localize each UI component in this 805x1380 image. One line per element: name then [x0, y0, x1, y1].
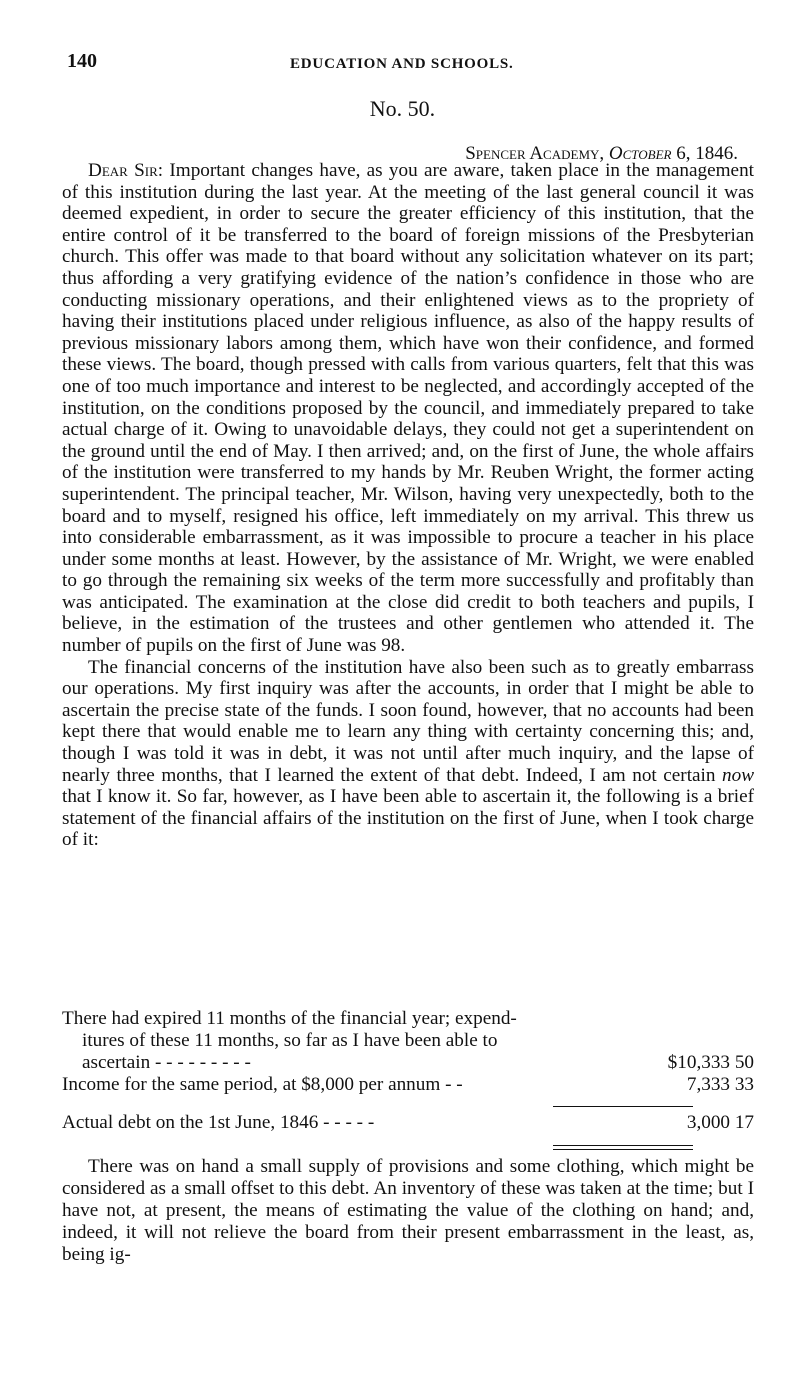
debt-label: Actual debt on the 1st June, 1846 - - - - -	[62, 1112, 375, 1133]
letter-body-continued	[62, 1156, 754, 1266]
paragraph-2	[62, 657, 754, 851]
expenditures-amount: $10,333 50	[667, 1052, 754, 1073]
total-double-rule-top	[553, 1145, 693, 1146]
paragraph-1	[62, 160, 754, 657]
expenditures-row	[62, 1052, 754, 1074]
debt-amount: 3,000 17	[686, 1112, 754, 1133]
paragraph-1-text: : Important changes have, as you are aware, taken place in the management of this institution during the last year. At the meeting of the last general council it was deemed expedient, in order to secure the greater efficiency of this institution, that the entire control of it be transferred to the board of foreign missions of the Presbyterian church. This offer was made to that board without any solicitation whatever on its part; thus affording a very gratifying evidence of the nation’s confidence in those who are conducting missionary operations, and their enlightened views as to the propriety of having their institutions placed under religious influence, as also of the happy results of previous missionary labors among them, which have won their confidence, and formed these views. The board, though pressed with calls from various quarters, felt that this was one of too much importance and interest to be neglected, and accordingly accepted of the institution, on the conditions proposed by the council, and immediately prepared to take actual charge of it. Owing to unavoidable delays, they could not get a superintendent on the ground until the end of May. I then arrived; and, on the first of June, the whole affairs of the institution were transferred to my hands by Mr. Reuben Wright, the former acting superintendent. The principal teacher, Mr. Wilson, having very unexpectedly, both to the board and to myself, resigned his office, left immediately on my arrival. This threw us into considerable embarrassment, as it was impossible to procure a teacher in his place under some months at least. However, by the assistance of Mr. Wright, we were enabled to go through the remaining six weeks of the term more successfully and profitably than was anticipated. The examination at the close did credit to both teachers and pupils, I believe, in the estimation of the trustees and other gentlemen who attended it. The number of pupils on the first of June was 98.	[62, 160, 754, 657]
financial-statement	[62, 1008, 754, 1134]
letter-body	[62, 160, 754, 851]
spacer	[62, 1096, 754, 1112]
running-title: EDUCATION AND SCHOOLS.	[290, 56, 514, 72]
paragraph-3: There was on hand a small supply of provisions and some clothing, which might be considered as a small offset to this debt. An inventory of these was taken at the time; but I have not, at present, the means of estimating the value of the clothing on hand; and, indeed, it will not relieve the board from their present embarrassment in the least, as, being ig-	[62, 1156, 754, 1265]
expenditures-label: ascertain - - - - - - - - -	[82, 1052, 251, 1073]
income-row	[62, 1074, 754, 1096]
salutation: Dear Sir	[88, 160, 158, 181]
paragraph-2-text-b: that I know it. So far, however, as I have been able to ascertain it, the following is a brief statement of the financial affairs of the institution on the first of June, when I took charge of it:	[62, 786, 754, 851]
dateline-place: Spencer Academy,	[465, 143, 605, 164]
total-double-rule-bottom	[553, 1149, 693, 1150]
income-label: Income for the same period, at $8,000 per annum - -	[62, 1074, 463, 1095]
emphasis-now: now	[722, 764, 754, 786]
income-amount: 7,333 33	[686, 1074, 754, 1095]
letter-number: No. 50.	[369, 96, 436, 121]
page-number: 140	[67, 50, 97, 72]
sum-rule	[553, 1106, 693, 1107]
statement-line: There had expired 11 months of the financial year; expend-	[62, 1008, 517, 1029]
dateline-day-year: 6, 1846.	[676, 143, 738, 164]
dateline-month: October	[608, 143, 672, 164]
debt-row	[62, 1112, 754, 1134]
paragraph-2-text-a: The financial concerns of the institution have also been such as to greatly embarrass our operations. My first inquiry was after the accounts, in order that I might be able to ascertain the precise state of the funds. I soon found, however, that no accounts had been kept there that would enable me to learn any thing with certainty concerning this; and, though I was told it was in debt, it was not until after much inquiry, and the lapse of nearly three months, that I learned the extent of that debt. Indeed, I am not certain	[62, 656, 754, 786]
statement-line: itures of these 11 months, so far as I have been able to	[82, 1030, 498, 1051]
